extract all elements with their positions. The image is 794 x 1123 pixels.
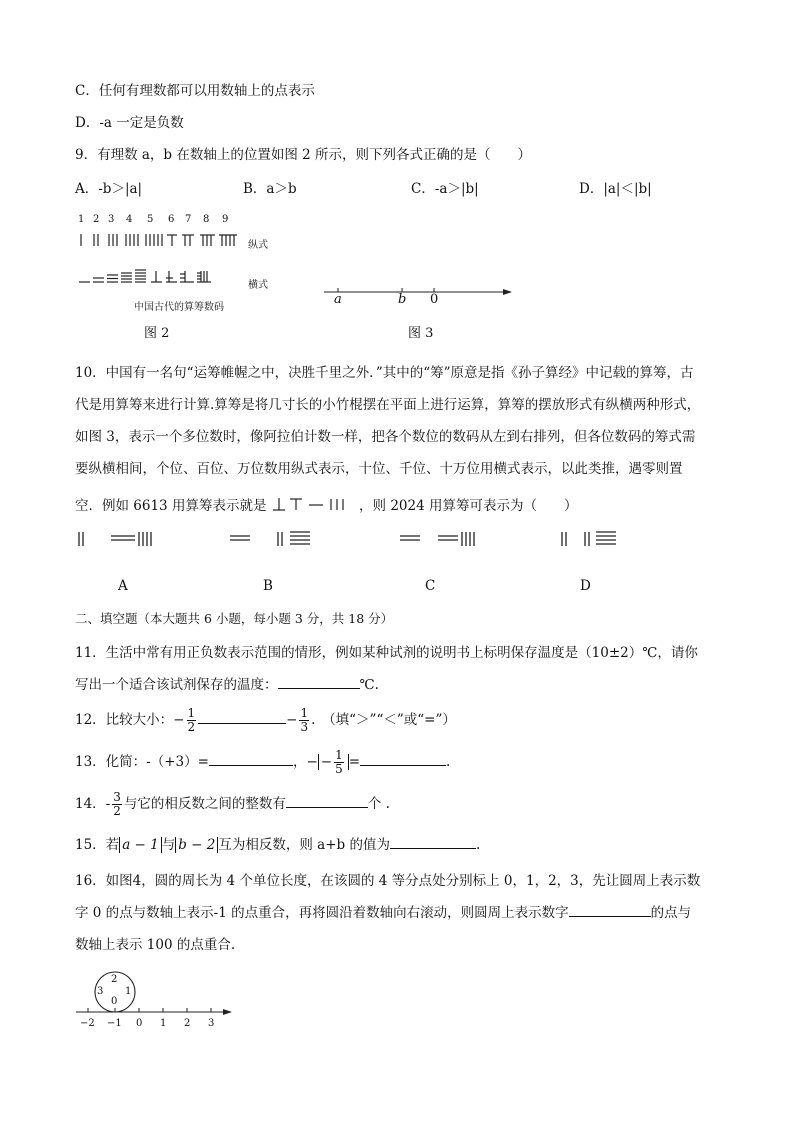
q16-answer-blank[interactable] [569, 904, 651, 917]
fig4-label-2: 2 [111, 974, 118, 985]
question-10-line-4: 要纵横相间，个位、百位、万位数用纵式表示，十位、千位、十万位用横式表示，以此类推，遇零则置 [75, 461, 683, 477]
q14-answer-blank[interactable] [286, 795, 368, 808]
question-10-line-3: 如图 3，表示一个多位数时，像阿拉伯计数一样，把各个数位的数码从左到右排列，但各位数码的筹式需 [75, 429, 696, 445]
rods-6613-example [271, 496, 355, 514]
fig2-label: 图 2 [144, 326, 170, 341]
q13-answer-blank-2[interactable] [360, 753, 446, 766]
q9-options [75, 180, 675, 198]
q10-option-labels [75, 578, 715, 596]
abs-a-minus-1: a − 1 [119, 837, 162, 853]
fig2-digit-row: 1 2 3 4 5 6 7 8 9 [78, 214, 229, 225]
q10-option-rods [75, 528, 715, 554]
question-16-line-2: 字 0 的点与数轴上表示-1 的点重合，再将圆沿着数轴向右滚动，则圆周上表示数字 的点与 [75, 905, 692, 921]
fraction-1-3: $\frac{1}{3}$ [300, 706, 309, 734]
q9-option-c[interactable]: C．-a＞|b| [411, 181, 479, 197]
question-16-line-1: 16．如图4，圆的周长为 4 个单位长度，在该圆的 4 等分点处分别标上 0，1，2，3，先让圆周上表示数 [75, 873, 701, 889]
fig2-hengshi-label: 横式 [248, 280, 268, 291]
q15-answer-blank[interactable] [390, 836, 476, 849]
fig3-point-0: 0 [430, 292, 439, 307]
q10-option-a[interactable]: A [118, 578, 128, 594]
section-2-header: 二、填空题（本大题共 6 小题，每小题 3 分，共 18 分） [75, 611, 394, 626]
fig4-label-3: 3 [97, 986, 104, 997]
q12-answer-blank[interactable] [198, 711, 286, 724]
fraction-3-2: $\frac{3}{2}$ [113, 790, 121, 818]
fig4-label-0: 0 [111, 996, 118, 1007]
figure-3 [320, 280, 520, 342]
q10-option-b[interactable]: B [263, 578, 273, 594]
fig3-number-line [320, 280, 520, 310]
fig3-point-a: a [334, 292, 342, 307]
question-10-line-1: 10．中国有一名句“运筹帷幄之中，决胜千里之外．”其中的“筹”原意是指《孙子算经》中记载的算筹，古 [75, 365, 694, 381]
q9-option-b[interactable]: B．a＞b [243, 181, 297, 197]
q9-option-d[interactable]: D．|a|＜|b| [579, 181, 652, 197]
fig2-vertical-rods [76, 232, 241, 248]
absolute-value-neg-1-5: − $\frac{1}{5}$ [318, 754, 349, 770]
q10-option-d[interactable]: D [580, 578, 591, 594]
fig3-point-b: b [398, 292, 407, 307]
option-d: D．-a 一定是负数 [75, 115, 184, 131]
fig4-axis-labels: −2 −1 0 1 2 3 [80, 1018, 215, 1029]
question-13: 13．化简：-（+3）= ，− − $\frac{1}{5}$ = . [75, 748, 451, 776]
question-10-line-5: 空．例如 6613 用算筹表示就是 ，则 2024 用算筹可表示为（ ） [75, 498, 578, 514]
q9-option-a[interactable]: A．-b＞|a| [75, 181, 143, 197]
q11-answer-blank[interactable] [278, 676, 360, 689]
option-c: C．任何有理数都可以用数轴上的点表示 [75, 83, 315, 99]
question-11-line-2: 写出一个适合该试剂保存的温度： ℃. [75, 677, 379, 693]
fig2-caption: 中国古代的算筹数码 [134, 302, 224, 313]
abs-b-minus-2: b − 2 [175, 837, 218, 853]
q13-answer-blank-1[interactable] [209, 753, 293, 766]
fig4-label-1: 1 [125, 986, 132, 997]
question-10-line-2: 代是用算筹来进行计算.算筹是将几寸长的小竹棍摆在平面上进行运算，算筹的摆放形式有纵横两种形式， [75, 397, 701, 413]
q10-option-c[interactable]: C [425, 578, 436, 594]
question-12: 12．比较大小：− $\frac{1}{2}$ − $\frac{1}{3}$ . （填“＞”“＜”或“=”） [75, 706, 456, 734]
figure-4 [76, 966, 246, 1036]
question-15: 15．若 a − 1 与 b − 2 互为相反数，则 a+b 的值为 . [75, 837, 481, 853]
fig2-zongshi-label: 纵式 [248, 240, 268, 251]
question-11-line-1: 11．生活中常有用正负数表示范围的情形，例如某种试剂的说明书上标明保存温度是（10±2）℃，请你 [75, 645, 698, 661]
figure-2 [76, 212, 286, 342]
fig3-label: 图 3 [408, 326, 434, 341]
fraction-1-2: $\frac{1}{2}$ [187, 706, 196, 734]
fig2-horizontal-rods [76, 268, 241, 288]
question-9: 9．有理数 a，b 在数轴上的位置如图 2 所示，则下列各式正确的是（ ） [75, 147, 532, 163]
question-14: 14．- $\frac{3}{2}$ 与它的相反数之间的整数有 个 . [75, 790, 390, 818]
question-16-line-3: 数轴上表示 100 的点重合. [75, 937, 236, 953]
